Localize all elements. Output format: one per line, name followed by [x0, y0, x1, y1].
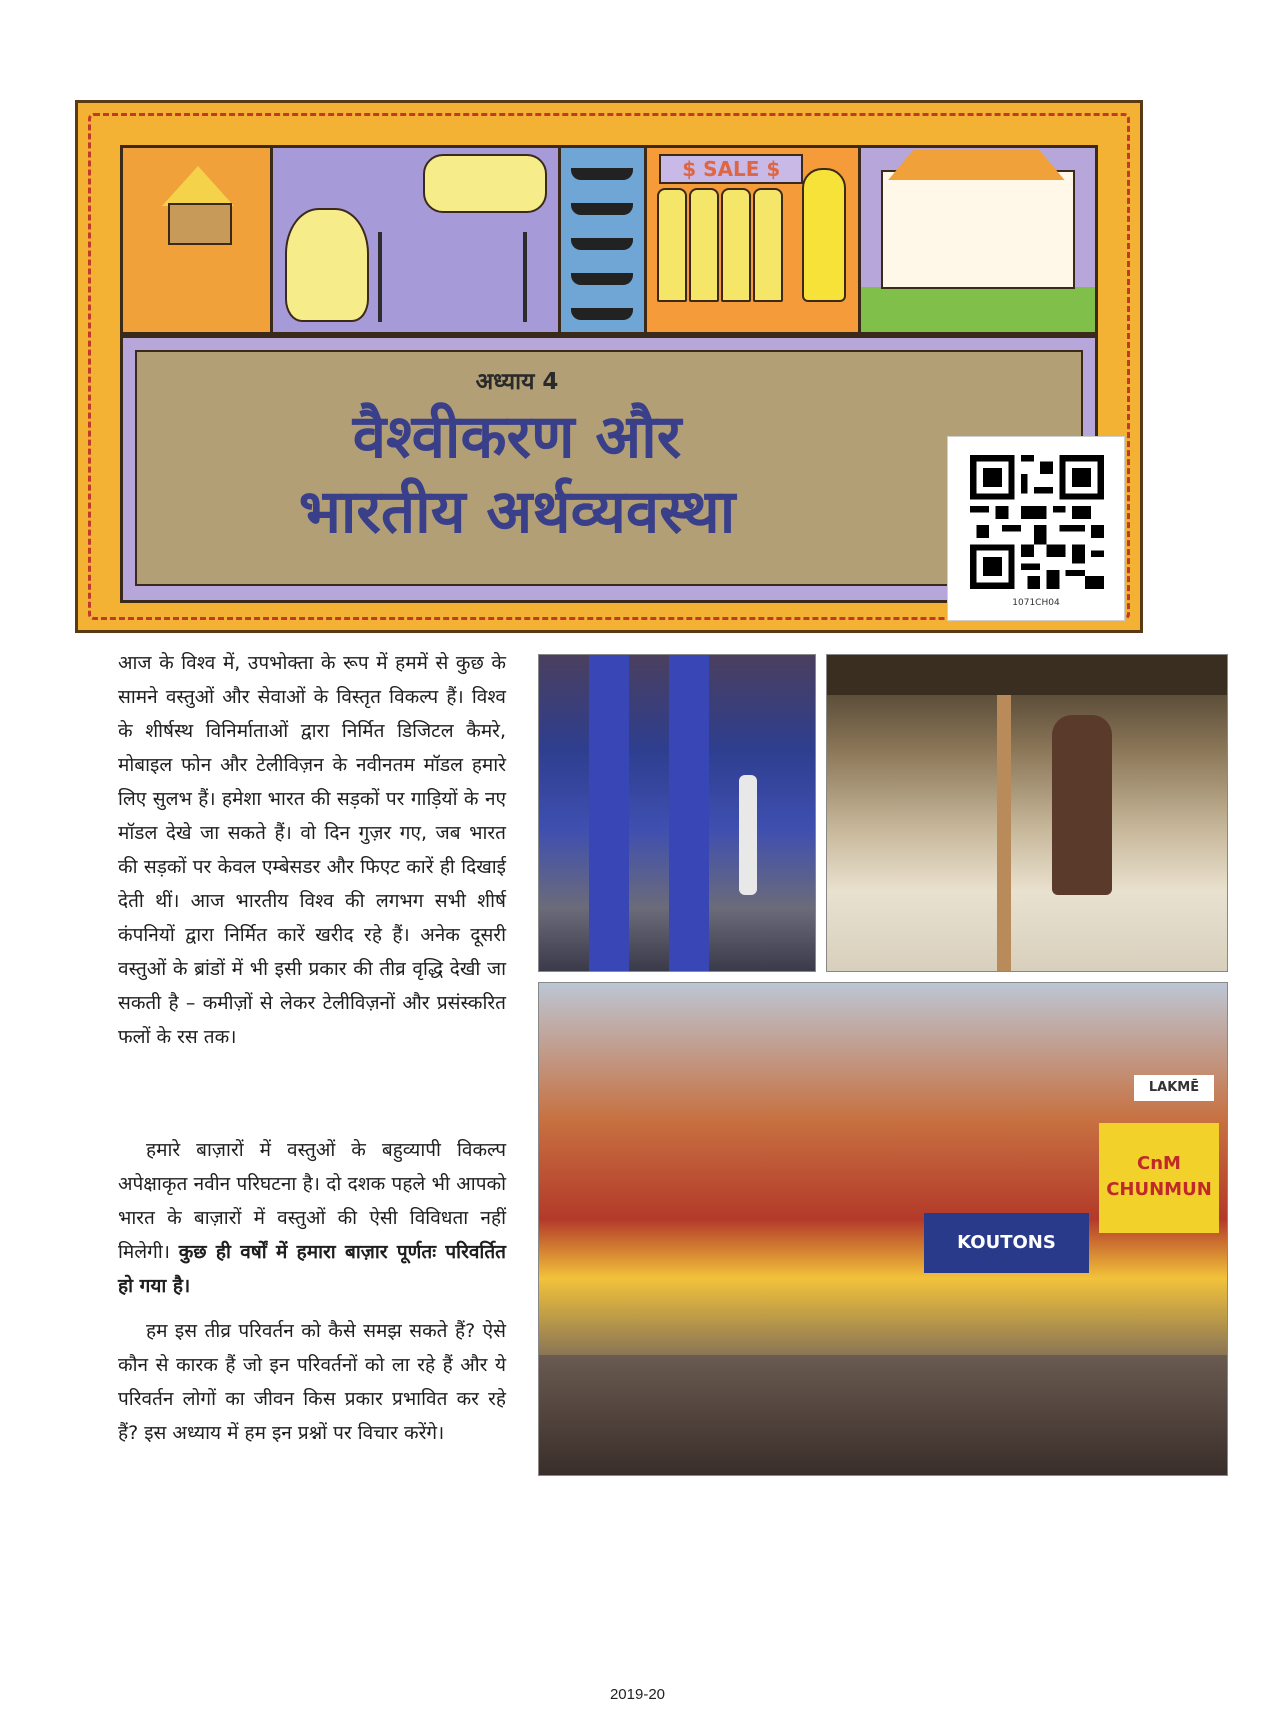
- qr-code-label: 1071CH04: [1012, 598, 1060, 608]
- street-market-photo: [538, 982, 1228, 1476]
- shopper-icon: [802, 168, 846, 302]
- clothing-store-panel: [647, 148, 861, 332]
- market-paragraph-text: हमारे बाज़ारों में वस्तुओं के बहुव्यापी विकल्प अपेक्षाकृत नवीन परिघटना है। दो दशक पहले भी आपको भारत के बाज़ारों में वस्तुओं की ऐसी विविधता नहीं मिलेगी।: [118, 1139, 506, 1263]
- ship-icon: [571, 308, 633, 320]
- cotton-plant-icon: [523, 232, 527, 322]
- intro-paragraph: आज के विश्व में, उपभोक्ता के रूप में हममें से कुछ के सामने वस्तुओं और सेवाओं के विस्तृत विकल्प हैं। विश्व के शीर्षस्थ विनिर्माताओं द्वारा निर्मित डिजिटल कैमरे, मोबाइल फोन और टेलीविज़न के नवीनतम मॉडल हमारे लिए सुलभ हैं। हमेशा भारत की सड़कों पर गाड़ियों के नए मॉडल देखे जा सकते हैं। वो दिन गुज़र गए, जब भारत की सड़कों पर केवल एम्बेसडर और फिएट कारें ही दिखाई देती थीं। आज भारतीय विश्व की लगभग सभी शीर्ष कंपनियों द्वारा निर्मित कारें खरीद रहे हैं। अनेक दूसरी वस्तुओं के ब्रांडों में भी इसी प्रकार की तीव्र वृद्धि देखी जा सकती है – कमीज़ों से लेकर टेलीविज़नों और प्रसंस्करित फलों के रस तक।: [118, 652, 506, 1048]
- child-figure: [739, 775, 757, 895]
- chapter-title-line1: वैश्वीकरण और: [352, 402, 682, 472]
- shop-awning: [827, 655, 1227, 695]
- door-frame: [997, 695, 1011, 972]
- vendor-figure: [1052, 715, 1112, 895]
- cotton-sack-icon: [285, 208, 369, 322]
- sale-sign: $ SALE $: [659, 154, 803, 184]
- koutons-sign: KOUTONS: [924, 1213, 1089, 1273]
- cotton-bale-icon: [423, 154, 547, 213]
- cotton-plant-icon: [378, 232, 382, 322]
- questions-paragraph: हम इस तीव्र परिवर्तन को कैसे समझ सकते हैं? ऐसे कौन से कारक हैं जो इन परिवर्तनों को ला रहे हैं और ये परिवर्तन लोगों का जीवन किस प्रकार प्रभावित कर रहे हैं? इस अध्याय में हम इन प्रश्नों पर विचार करेंगे।: [118, 1320, 506, 1444]
- lakme-sign: LAKMĒ: [1134, 1075, 1214, 1101]
- dress-icon: [657, 188, 687, 302]
- shop-entrance-photo: [826, 654, 1228, 972]
- crowd: [539, 1355, 1227, 1475]
- title-panel: [135, 350, 1083, 586]
- dress-icon: [753, 188, 783, 302]
- qr-card: [947, 436, 1125, 621]
- ship-icon: [571, 273, 633, 285]
- house-icon: [881, 170, 1075, 289]
- cotton-farming-panel: [273, 148, 561, 332]
- ship-icon: [571, 203, 633, 215]
- house-roof-icon: [871, 150, 1081, 180]
- illustration-strip: [120, 145, 1098, 335]
- ship-icon: [571, 238, 633, 250]
- mall-photo: [538, 654, 816, 972]
- qr-code-icon: [970, 455, 1104, 589]
- pillar: [589, 655, 629, 971]
- ship-icon: [571, 168, 633, 180]
- hut-roof-icon: [153, 166, 243, 206]
- market-paragraph: [118, 1133, 506, 1303]
- chunmun-sign: CnM CHUNMUN: [1099, 1123, 1219, 1233]
- chapter-title-line2: भारतीय अर्थव्यवस्था: [298, 477, 736, 547]
- house-panel: [861, 148, 1095, 332]
- village-panel: [123, 148, 273, 332]
- dress-icon: [689, 188, 719, 302]
- lawn: [861, 287, 1095, 332]
- pillar: [669, 655, 709, 971]
- hut-icon: [168, 203, 232, 245]
- shipping-panel: [561, 148, 647, 332]
- page-footer: 2019-20: [609, 1686, 666, 1703]
- dress-icon: [721, 188, 751, 302]
- market-paragraph-emphasis: कुछ ही वर्षों में हमारा बाज़ार पूर्णतः परिवर्तित हो गया है।: [118, 1241, 506, 1297]
- chapter-label: अध्याय 4: [475, 369, 559, 395]
